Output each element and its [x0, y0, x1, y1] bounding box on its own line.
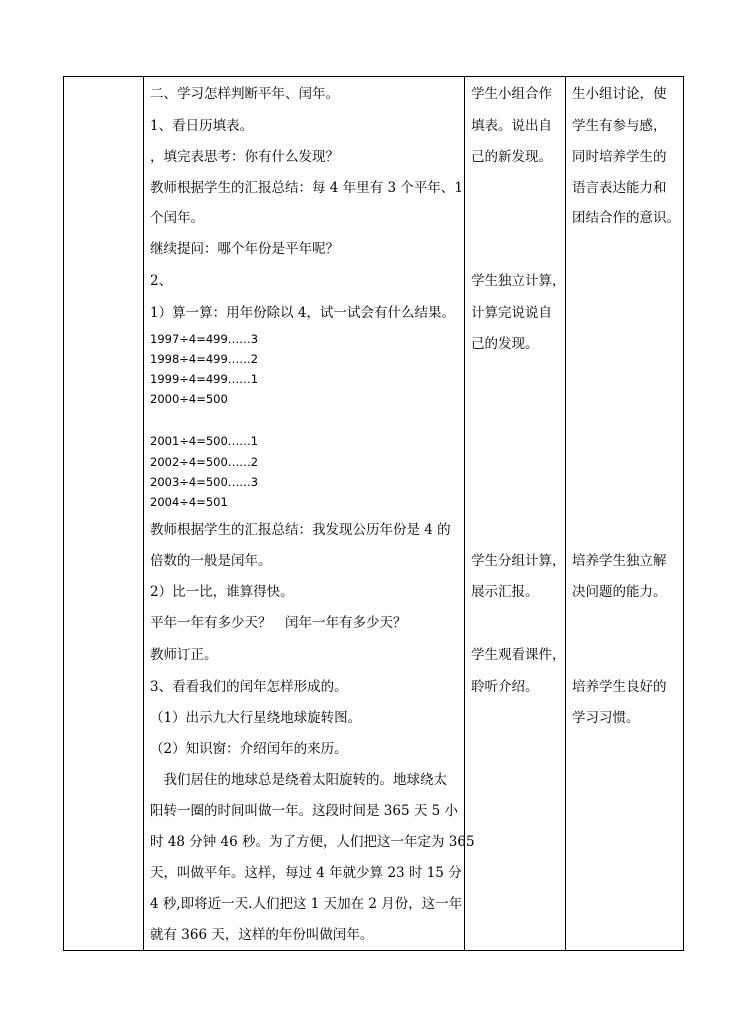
design-intent-line: 培养学生独立解: [572, 553, 667, 569]
calculation-line: 2004÷4=501: [150, 495, 228, 509]
days-question: 平年一年有多少天？ 闰年一年有多少天？: [150, 615, 407, 631]
student-activity-line: 聆听介绍。: [471, 679, 539, 695]
summary-text-line: 教师根据学生的汇报总结：每 4 年里有 3 个平年、1: [150, 180, 463, 196]
student-activity-line: 计算完说说自: [471, 305, 552, 321]
design-intent-line: 学习习惯。: [572, 710, 640, 726]
paragraph-line: 就有 366 天，这样的年份叫做闰年。: [150, 927, 374, 943]
student-activity-line: 学生分组计算，: [471, 553, 566, 569]
calculate-instruction: 1）算一算：用年份除以 4，试一试会有什么结果。: [150, 305, 455, 321]
compare-text: 2）比一比，谁算得快。: [150, 584, 294, 600]
stage-column-cell: [64, 77, 144, 951]
knowledge-window-text: （2）知识窗：介绍闰年的来历。: [150, 741, 348, 757]
summary-text-line: 倍数的一般是闰年。: [150, 553, 272, 569]
paragraph-line: 天，叫做平年。这样，每过 4 年就少算 23 时 15 分: [150, 865, 462, 881]
calculation-line: 2001÷4=500……1: [150, 434, 259, 448]
student-activity-line: 展示汇报。: [471, 584, 539, 600]
lesson-plan-table: [63, 76, 684, 951]
design-intent-line: 语言表达能力和: [572, 180, 667, 196]
calculation-line: 1997÷4=499……3: [150, 332, 259, 346]
student-activity-line: 己的发现。: [471, 336, 539, 352]
follow-up-question: 继续提问：哪个年份是平年呢？: [150, 241, 339, 257]
table-row: [64, 77, 684, 951]
student-activity-line: 学生小组合作: [471, 86, 552, 102]
teacher-correct-text: 教师订正。: [150, 647, 218, 663]
design-intent-line: 培养学生良好的: [572, 679, 667, 695]
calculation-line: 2002÷4=500……2: [150, 455, 259, 469]
paragraph-line: 4 秒,即将近一天.人们把这 1 天加在 2 月份，这一年: [150, 896, 463, 912]
show-diagram-text: （1）出示九大行星绕地球旋转图。: [150, 710, 362, 726]
student-activity-line: 己的新发现。: [471, 149, 552, 165]
question-text: ，填完表思考：你有什么发现？: [150, 149, 339, 165]
design-intent-line: 同时培养学生的: [572, 149, 667, 165]
section-heading: 二、学习怎样判断平年、闰年。: [150, 86, 339, 102]
summary-text-line: 教师根据学生的汇报总结：我发现公历年份是 4 的: [150, 522, 451, 538]
design-intent-line: 决问题的能力。: [572, 584, 667, 600]
teaching-process-cell: [144, 77, 475, 951]
calculation-line: 2000÷4=500: [150, 392, 228, 406]
design-intent-line: 团结合作的意识。: [572, 210, 680, 226]
design-intent-cell: [566, 77, 684, 951]
step-1-text: 1、看日历填表。: [150, 118, 254, 134]
step-3-text: 3、看看我们的闰年怎样形成的。: [150, 679, 348, 695]
paragraph-line: 时 48 分钟 46 秒。为了方便，人们把这一年定为 365: [150, 834, 475, 850]
paragraph-line: 我们居住的地球总是绕着太阳旋转的。地球绕太: [150, 772, 447, 788]
step-2-text: 2、: [150, 273, 173, 289]
student-activity-cell: [465, 77, 566, 951]
design-intent-line: 生小组讨论，使: [572, 86, 667, 102]
design-intent-line: 学生有参与感，: [572, 118, 667, 134]
calculation-line: 1998÷4=499……2: [150, 352, 259, 366]
student-activity-line: 填表。说出自: [471, 118, 552, 134]
calculation-line: 1999÷4=499……1: [150, 372, 259, 386]
paragraph-line: 阳转一圈的时间叫做一年。这段时间是 365 天 5 小: [150, 803, 459, 819]
student-activity-line: 学生观看课件，: [471, 647, 566, 663]
student-activity-line: 学生独立计算，: [471, 273, 566, 289]
calculation-line: 2003÷4=500……3: [150, 475, 259, 489]
summary-text-line: 个闰年。: [150, 210, 204, 226]
